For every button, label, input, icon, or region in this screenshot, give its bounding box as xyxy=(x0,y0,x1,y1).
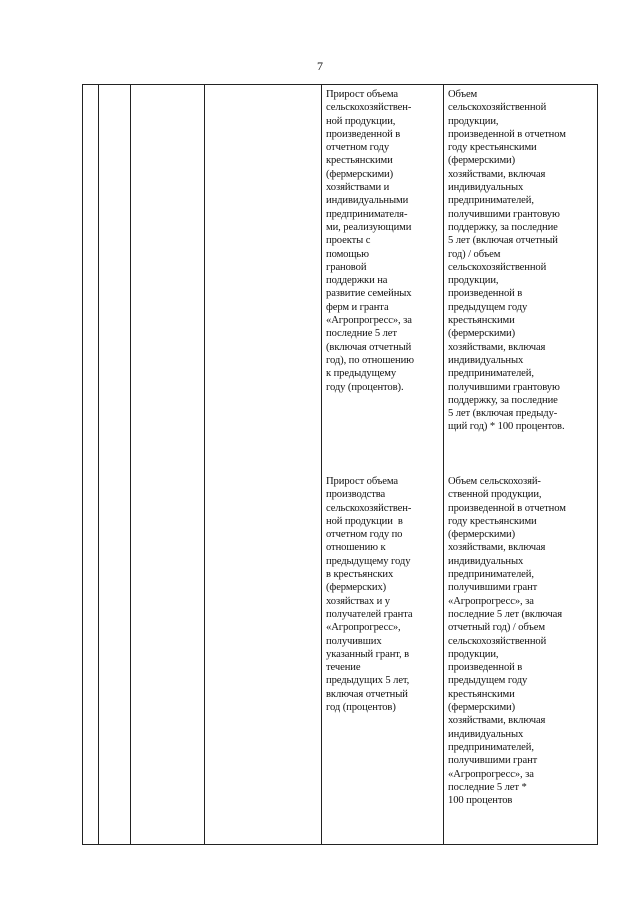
calculation-formula-cell: Объем сельскохозяй- ственной продукции, произведенной в отчетном году крестьянскими (фермерскими) хозяйствами, включая индивидуальных предпринимателей, получившими грант «Агропрогресс», за последние 5 лет (включая отчетный год) / объем сельскохозяйственной продукции, произведенной в предыдущем году крестьянскими (фермерскими) хозяйствами, включая индивидуальных предпринимателей, получившими грант «Агропрогресс», за последние 5 лет * 100 процентов xyxy=(448,476,566,807)
column-divider-5 xyxy=(443,85,444,844)
indicator-table xyxy=(82,84,598,845)
indicator-name-cell: Прирост объема сельскохозяйствен- ной продукции, произведенной в отчетном году крестьянскими (фермерскими) хозяйствами и индивидуальными предпринимателя- ми, реализующими проекты с помощью грановой поддержки на развитие семейных ферм и гранта «Агропрогресс», за последние 5 лет (включая отчетный год), по отношению к предыдущему году (процентов). xyxy=(326,89,414,393)
column-divider-4 xyxy=(321,85,322,844)
page-number: 7 xyxy=(317,59,323,73)
column-divider-1 xyxy=(98,85,99,844)
column-divider-3 xyxy=(204,85,205,844)
calculation-formula-cell: Объем сельскохозяйственной продукции, произведенной в отчетном году крестьянскими (фермерскими) хозяйствами, включая индивидуальных предпринимателей, получившими грантовую поддержку, за последние 5 лет (включая отчетный год) / объем сельскохозяйственной продукции, произведенной в предыдущем году крестьянскими (фермерскими) хозяйствами, включая индивидуальных предпринимателей, получившими грантовую поддержку, за последние 5 лет (включая предыду- щий год) * 100 процентов. xyxy=(448,89,566,433)
indicator-name-cell: Прирост объема производства сельскохозяйствен- ной продукции в отчетном году по отношению к предыдущему году в крестьянских (фермерских) хозяйствах и у получателей гранта «Агропрогресс», получивших указанный грант, в течение предыдущих 5 лет, включая отчетный год (процентов) xyxy=(326,476,413,714)
column-divider-2 xyxy=(130,85,131,844)
